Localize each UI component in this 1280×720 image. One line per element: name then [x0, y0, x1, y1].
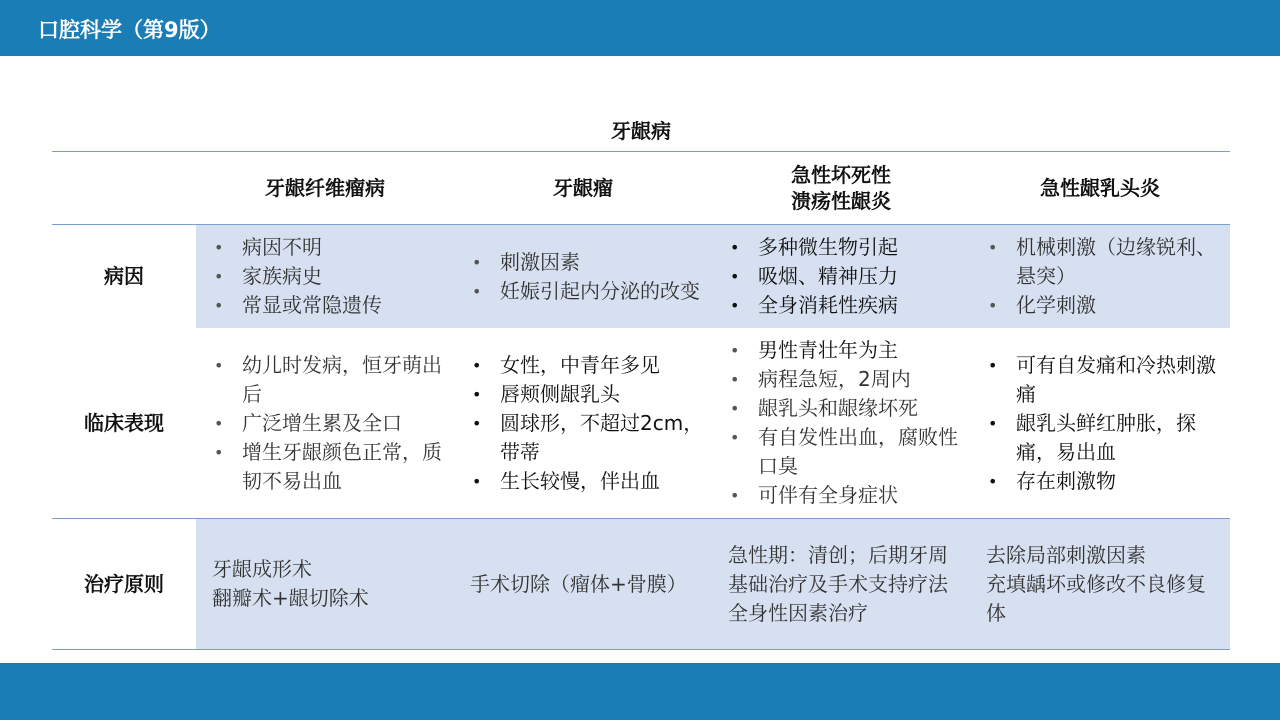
cell-clinical-c1	[196, 328, 454, 519]
list-item: • 生长较慢，伴出血	[470, 467, 704, 496]
text-line: 翻瓣术+龈切除术	[212, 586, 369, 610]
col-header-gingival-fibromatosis: 牙龈纤维瘤病	[196, 152, 454, 225]
row-label-clinical: 临床表现	[84, 410, 164, 435]
text-line: 去除局部刺激因素	[986, 542, 1146, 567]
list-item: • 多种微生物引起	[728, 233, 962, 262]
list-item: • 男性青壮年为主	[728, 336, 962, 365]
list-item: • 幼儿时发病，恒牙萌出后	[212, 351, 446, 409]
cell-treatment-c1	[196, 519, 454, 650]
col-header-anug-line2: 溃疡性龈炎	[791, 189, 891, 213]
text-line: 充填龋坏或修改不良修复体	[986, 571, 1206, 625]
row-label-cause: 病因	[52, 225, 196, 329]
list-item: • 增生牙龈颜色正常，质韧不易出血	[212, 438, 446, 496]
header-bar	[0, 0, 1280, 56]
list-item: • 广泛增生累及全口	[212, 409, 446, 438]
cell-clinical-c3	[712, 328, 970, 519]
comparison-table	[52, 112, 1230, 650]
list-item: • 可有自发痛和冷热刺激痛	[986, 351, 1222, 409]
list-item: • 刺激因素	[470, 248, 704, 277]
list-item: • 病因不明	[212, 233, 446, 262]
page-title: 口腔科学（第9版）	[38, 18, 221, 42]
text-line: 急性期：清创；后期牙周基础治疗及手术支持疗法	[728, 542, 948, 596]
cell-clinical-c4	[970, 328, 1230, 519]
list-item: • 女性，中青年多见	[470, 351, 704, 380]
list-item: • 家族病史	[212, 262, 446, 291]
cell-cause-c2	[454, 225, 712, 329]
list-item: • 有自发性出血，腐败性口臭	[728, 423, 962, 481]
list-item: • 常显或常隐遗传	[212, 291, 446, 320]
col-header-anug	[712, 152, 970, 225]
col-header-papillitis: 急性龈乳头炎	[970, 152, 1230, 225]
cell-cause-c1	[196, 225, 454, 329]
table-row-cause	[52, 225, 1230, 329]
list-item: • 全身消耗性疾病	[728, 291, 962, 320]
cell-cause-c3	[712, 225, 970, 329]
row-label-treatment: 治疗原则	[52, 519, 196, 650]
list-item: • 唇颊侧龈乳头	[470, 380, 704, 409]
text-line: 全身性因素治疗	[728, 600, 868, 625]
list-item: • 化学刺激	[986, 291, 1222, 320]
list-item: • 吸烟、精神压力	[728, 262, 962, 291]
list-item: • 可伴有全身症状	[728, 481, 962, 510]
cell-cause-c4	[970, 225, 1230, 329]
list-item: • 圆球形，不超过2cm，带蒂	[470, 409, 704, 467]
col-header-anug-line1: 急性坏死性	[791, 163, 891, 187]
list-item: • 妊娠引起内分泌的改变	[470, 277, 704, 306]
footer-bar	[0, 663, 1280, 720]
table-row-treatment	[52, 519, 1230, 650]
list-item: • 病程急短，2周内	[728, 365, 962, 394]
table-caption: 牙龈病	[52, 112, 1230, 152]
list-item: • 存在刺激物	[986, 467, 1222, 496]
list-item: • 龈乳头鲜红肿胀，探痛，易出血	[986, 409, 1222, 467]
text-line: 手术切除（瘤体+骨膜）	[470, 571, 687, 596]
col-header-epulis: 牙龈瘤	[454, 152, 712, 225]
table-row-clinical	[52, 328, 1230, 519]
list-item: • 机械刺激（边缘锐利、悬突）	[986, 233, 1222, 291]
cell-treatment-c3	[712, 519, 970, 650]
text-line: 牙龈成形术	[212, 557, 312, 581]
list-item: • 龈乳头和龈缘坏死	[728, 394, 962, 423]
cell-treatment-c4	[970, 519, 1230, 650]
corner-cell	[52, 152, 196, 225]
cell-clinical-c2	[454, 328, 712, 519]
cell-treatment-c2	[454, 519, 712, 650]
